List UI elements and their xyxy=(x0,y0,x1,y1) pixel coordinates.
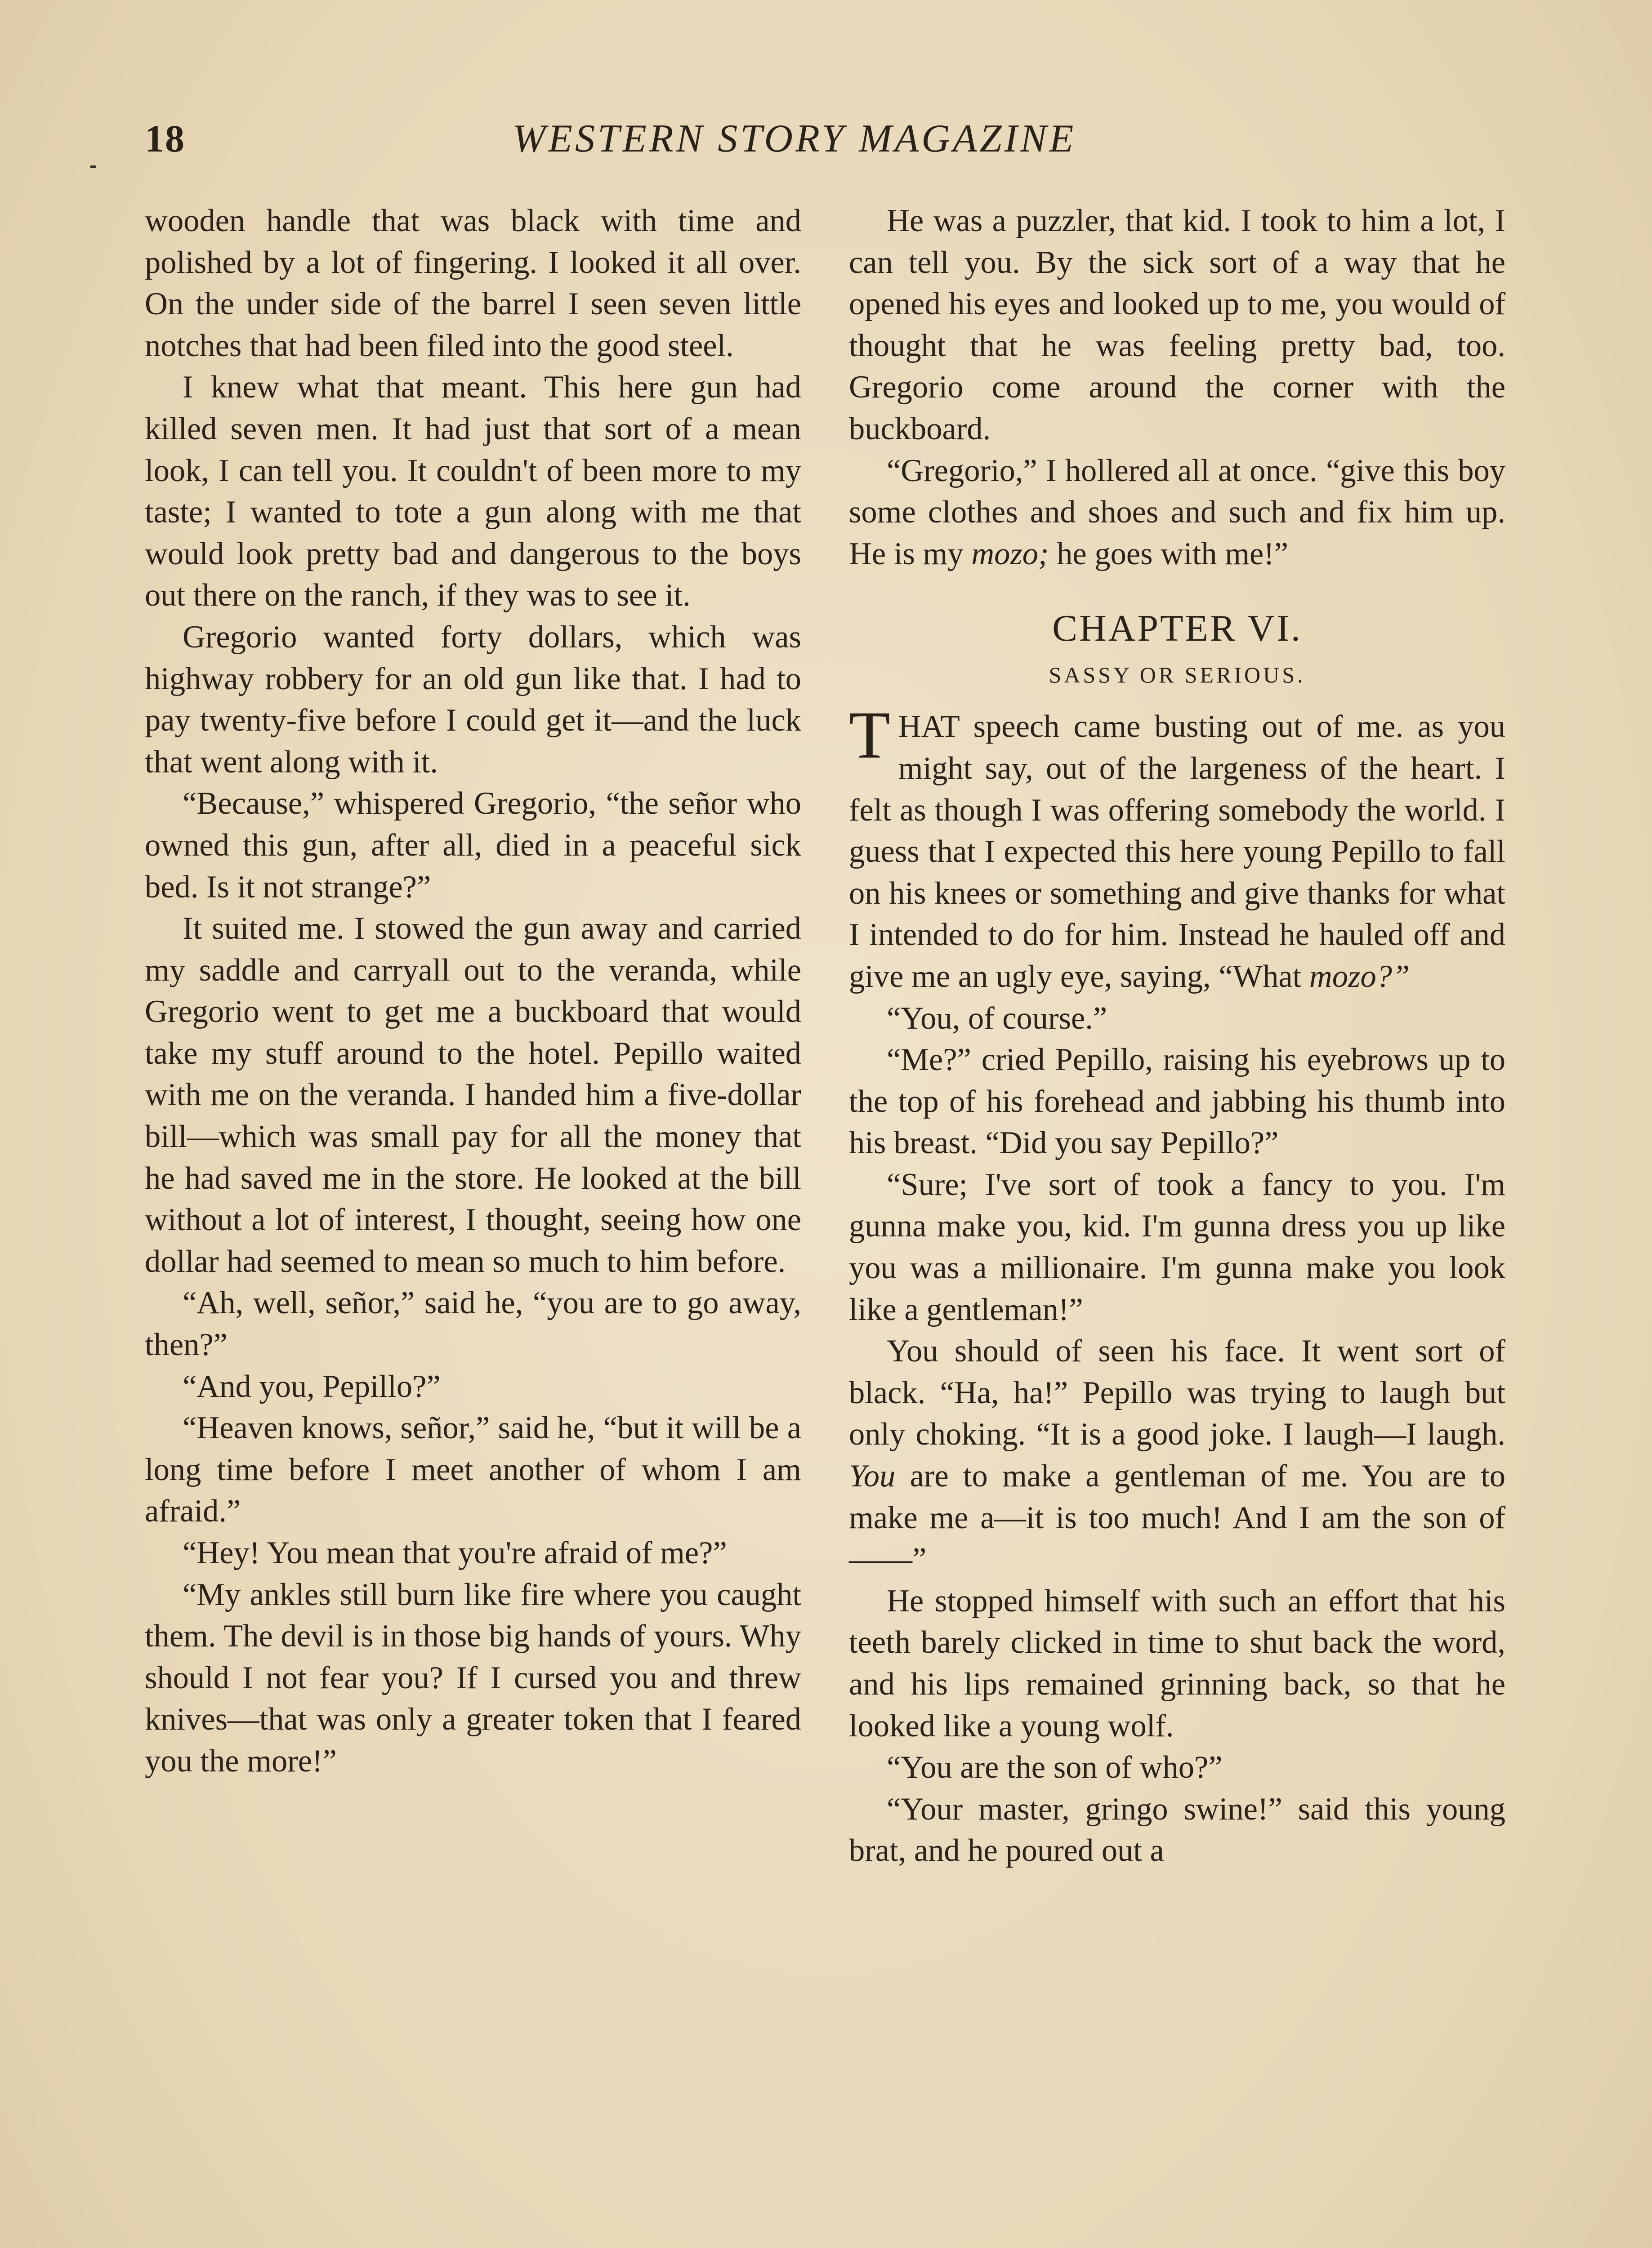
paragraph-text: he goes with me!” xyxy=(1057,536,1289,571)
italic-word: You xyxy=(849,1459,896,1494)
paragraph: It suited me. I stowed the gun away and carried my saddle and carryall out to the veranda, while Gregorio went to get me a buckboard that would take my stuff around to the hotel. Pepillo waited with me on the veranda. I handed him a five-dollar bill—which was small pay for all the money that he had saved me in the store. He looked at the bill without a lot of interest, I thought, seeing how one dollar had seemed to mean so much to him before. xyxy=(145,911,801,1279)
left-column xyxy=(145,200,801,1782)
chapter-header xyxy=(849,606,1505,691)
paragraph: “Ah, well, señor,” said he, “you are to go away, then?” xyxy=(145,1285,801,1363)
paragraph: “You are the son of who?” xyxy=(887,1750,1223,1785)
chapter-heading: CHAPTER VI. xyxy=(1052,607,1302,650)
paragraph xyxy=(849,1330,1505,1580)
paragraph xyxy=(849,698,1505,997)
paragraph: “Me?” cried Pepillo, raising his eyebrows up to the top of his forehead and jabbing his thumb into his breast. “Did you say Pepillo?” xyxy=(849,1042,1505,1161)
paragraph xyxy=(849,450,1505,575)
paragraph: Gregorio wanted forty dollars, which was highway robbery for an old gun like that. I had to pay twenty-five before I could get it—and the luck that went along with it. xyxy=(145,619,801,780)
paragraph: He was a puzzler, that kid. I took to him a lot, I can tell you. By the sick sort of a way that he opened his eyes and looked up to me, you would of thought that he was feeling pretty bad, too. Gregorio come around the corner with the buckboard. xyxy=(849,203,1505,446)
paragraph: “Hey! You mean that you're afraid of me?” xyxy=(183,1535,727,1570)
page-number: 18 xyxy=(145,117,185,160)
paragraph: “Because,” whispered Gregorio, “the señor who owned this gun, after all, died in a peaceful sick bed. Is it not strange?” xyxy=(145,786,801,905)
drop-cap: T xyxy=(849,698,890,773)
right-column xyxy=(849,200,1505,1872)
italic-word: mozo; xyxy=(971,536,1049,571)
paragraph: He stopped himself with such an effort that his teeth barely clicked in time to shut back the word, and his lips remained grinning back, so that he looked like a young wolf. xyxy=(849,1583,1505,1744)
italic-word: mozo?” xyxy=(1309,959,1410,994)
paragraph: “And you, Pepillo?” xyxy=(183,1369,441,1404)
paragraph: “You, of course.” xyxy=(887,1000,1107,1036)
paragraph: “Your master, gringo swine!” said this young brat, and he poured out a xyxy=(849,1791,1505,1869)
paragraph: I knew what that meant. This here gun had killed seven men. It had just that sort of a mean look, I can tell you. It couldn't of been more to my taste; I wanted to tote a gun along with me that would look pretty bad and dangerous to the boys out there on the ranch, if they was to see it. xyxy=(145,370,801,613)
ink-speck xyxy=(90,165,96,168)
paragraph: “Sure; I've sort of took a fancy to you. I'm gunna make you, kid. I'm gunna dress you up like you was a millionaire. I'm gunna make you look like a gentleman!” xyxy=(849,1167,1505,1327)
paragraph-text: You should of seen his face. It went sort of black. “Ha, ha!” Pepillo was trying to laugh but only choking. “It is a good joke. I laugh—I laugh. xyxy=(849,1334,1505,1452)
running-head: WESTERN STORY MAGAZINE xyxy=(513,117,1076,161)
paragraph-text: “Gregorio,” I hollered all at once. “give this boy some clothes and shoes and such and fix him up. He is my xyxy=(849,453,1505,571)
paragraph: “My ankles still burn like fire where you caught them. The devil is in those big hands of yours. Why should I not fear you? If I cursed you and threw knives—that was only a greater token that I feared you the more!” xyxy=(145,1577,801,1779)
paragraph-text: are to make a gentleman of me. You are to make me a—it is too much! And I am the son of——” xyxy=(849,1459,1505,1577)
paragraph: wooden handle that was black with time and polished by a lot of fingering. I looked it all over. On the under side of the barrel I seen seven little notches that had been filed into the good steel. xyxy=(145,203,801,363)
paragraph: “Heaven knows, señor,” said he, “but it will be a long time before I meet another of whom I am afraid.” xyxy=(145,1410,801,1529)
paragraph-text: HAT speech came busting out of me. as you might say, out of the largeness of the heart. I felt as though I was offering somebody the world. I guess that I expected this here young Pepillo to fall on his knees or something and give thanks for what I intended to do for him. Instead he hauled off and give me an ugly eye, saying, “What xyxy=(849,709,1505,994)
chapter-subtitle: SASSY OR SERIOUS. xyxy=(1049,662,1306,688)
